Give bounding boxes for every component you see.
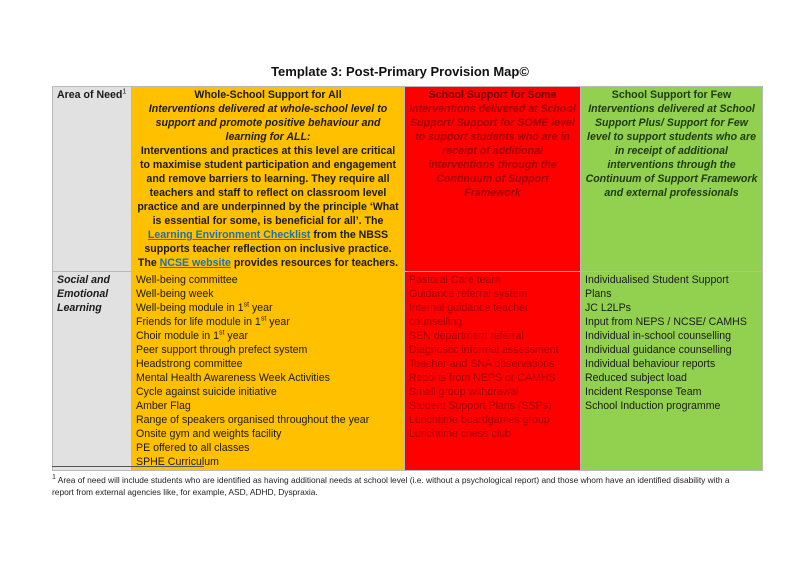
list-item: Incident Response Team (585, 386, 702, 398)
list-item: SPHE Curriculum (136, 456, 220, 468)
whole-school-body-part1: Interventions and practices at this level are critical to maximise student participation and engagement and remove barriers to learning. They require all teachers and staff to reflect on classroom level practice and are underpinned by the principle ‘What is essential for some, is beneficial for all’. The (137, 145, 399, 227)
list-item: School Induction programme (585, 400, 721, 412)
list-item: Guidance referral system (409, 288, 528, 300)
list-item: Friends for life module in 1st year (136, 315, 290, 328)
footnote-text: Area of need will include students who are identified as having additional needs at school level (i.e. without a psychological report) and those whom have an identified disability with a report from external agencies like, for example, ASD, ADHD, Dyspraxia. (52, 475, 730, 497)
list-item: Input from NEPS / NCSE/ CAMHS (585, 316, 747, 328)
area-of-need-label: Area of Need (57, 89, 123, 101)
support-few-description: Interventions delivered at School Support Plus/ Support for Few level to support students who are in receipt of additional interventions through the Continuum of Support Framework and external professionals (585, 103, 758, 199)
whole-school-body (137, 145, 398, 269)
list-item: Choir module in 1st year (136, 329, 249, 342)
list-item: Teacher and SNA observations (409, 358, 555, 370)
list-item: Range of speakers organised throughout the year (136, 414, 370, 426)
whole-school-body-part3: provides resources for teachers. (230, 257, 399, 269)
support-some-list (409, 273, 576, 441)
list-item: Cycle against suicide initiative (136, 386, 277, 398)
header-whole-school (132, 87, 405, 272)
list-item: SEN department referral (409, 330, 524, 342)
area-cell (53, 272, 132, 471)
ncse-website-link[interactable]: NCSE website (159, 257, 231, 269)
header-support-some (405, 87, 581, 272)
support-few-cell (581, 272, 763, 471)
whole-school-intro: Interventions delivered at whole-school level to support and promote positive behaviour and learning for ALL: (148, 103, 388, 143)
list-item: Pastoral Care team (409, 274, 501, 286)
support-some-cell (405, 272, 581, 471)
list-item: PE offered to all classes (136, 442, 250, 454)
footnote (52, 474, 752, 498)
whole-school-cell (132, 272, 405, 471)
support-some-title: School Support for Some (428, 89, 557, 101)
header-area-of-need (53, 87, 132, 272)
whole-school-list (136, 273, 400, 469)
whole-school-title: Whole-School Support for All (194, 89, 342, 101)
list-item: Well-being committee (136, 274, 238, 286)
list-item: Peer support through prefect system (136, 344, 308, 356)
list-item: Internal guidance teacher counselling (409, 302, 529, 328)
list-item: Lunchtime boardgames group (409, 414, 550, 426)
list-item: Reduced subject load (585, 372, 687, 384)
list-item: Reports from NEPS or CAMHS (409, 372, 556, 384)
header-row (53, 87, 763, 272)
list-item: Student Support Plans (SSPs) (409, 400, 552, 412)
support-few-list (585, 273, 758, 413)
list-item: Amber Flag (136, 400, 191, 412)
list-item: Individual in-school counselling (585, 330, 732, 342)
header-support-few (581, 87, 763, 272)
support-few-title: School Support for Few (611, 89, 732, 101)
area-label: Social and Emotional Learning (57, 274, 110, 314)
page-title: Template 3: Post-Primary Provision Map© (271, 64, 529, 79)
support-some-description: Interventions delivered at School Support/ Support for SOME level to support students who are in receipt of additional interventions through the Continuum of Support Framework (409, 103, 576, 199)
list-item: Individual behaviour reports (585, 358, 716, 370)
list-item: JC L2LPs (585, 302, 631, 314)
footnote-marker: 1 (52, 474, 56, 482)
list-item: Small group withdrawal (409, 386, 519, 398)
list-item: Individual guidance counselling (585, 344, 732, 356)
provision-map-table (52, 86, 763, 471)
list-item: Headstrong committee (136, 358, 243, 370)
list-item: Mental Health Awareness Week Activities (136, 372, 330, 384)
learning-environment-checklist-link[interactable]: Learning Environment Checklist (147, 229, 311, 241)
list-item: Diagnostic informal assessment (409, 344, 559, 356)
whole-school-body-part2: from the NBSS supports teacher reflection on inclusive practice. The (137, 229, 392, 269)
list-item: Well-being module in 1st year (136, 301, 273, 314)
list-item: Onsite gym and weights facility (136, 428, 282, 440)
table-row (53, 272, 763, 471)
list-item: Individualised Student Support Plans (585, 274, 729, 300)
footnote-ref[interactable]: 1 (122, 88, 127, 96)
list-item: Lunchtime chess club (409, 428, 511, 440)
footnote-divider (52, 466, 204, 467)
list-item: Well-being week (136, 288, 214, 300)
